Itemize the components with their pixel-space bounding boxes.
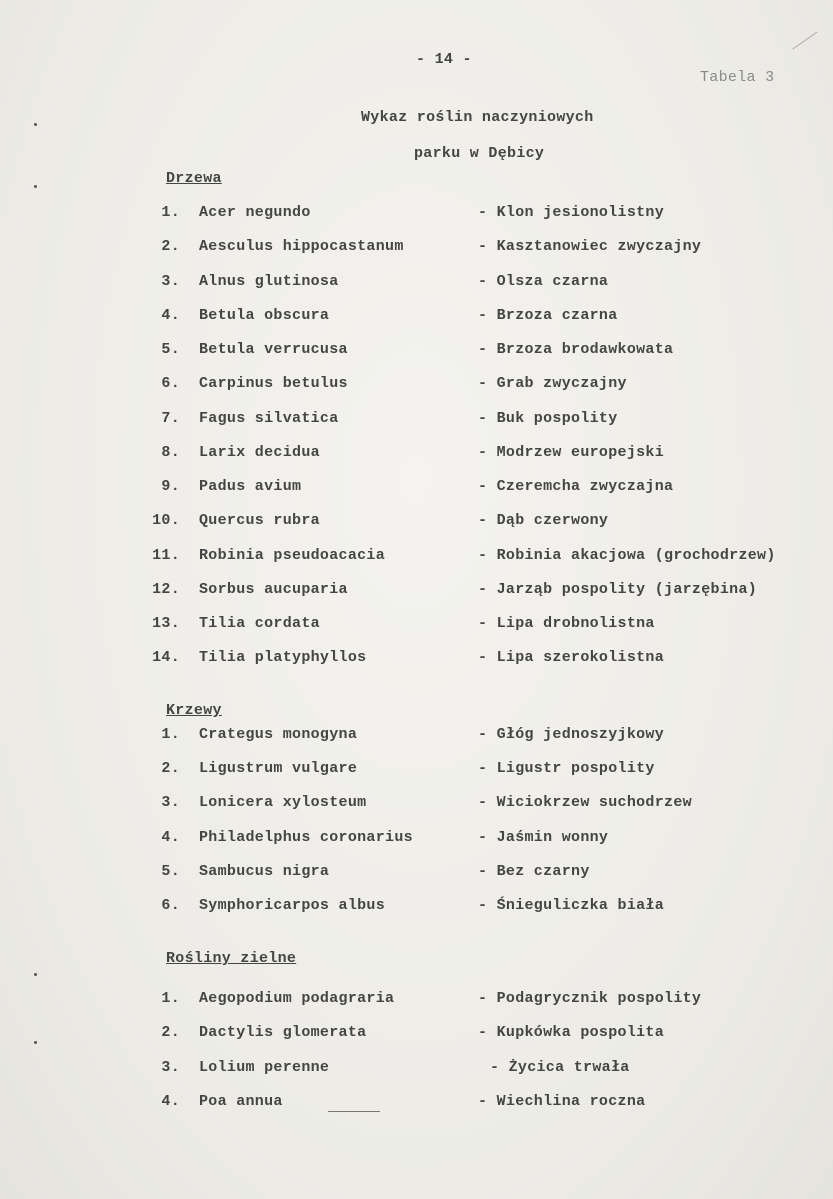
polish-name: - Buk pospolity <box>478 410 618 427</box>
latin-name: Acer negundo <box>199 204 311 221</box>
polish-name: - Śnieguliczka biała <box>478 897 665 914</box>
margin-dot <box>34 1041 37 1044</box>
document-title: Wykaz roślin naczyniowych <box>361 109 594 126</box>
latin-name: Alnus glutinosa <box>199 273 339 290</box>
latin-name: Lonicera xylosteum <box>199 794 367 811</box>
latin-name: Sambucus nigra <box>199 863 330 880</box>
section-heading-drzewa: Drzewa <box>166 170 222 187</box>
polish-name: - Modrzew europejski <box>478 444 665 461</box>
table-label: Tabela 3 <box>700 69 775 86</box>
polish-name: - Czeremcha zwyczajna <box>478 478 674 495</box>
item-number: 10. <box>152 512 180 529</box>
polish-name: - Wiciokrzew suchodrzew <box>478 794 692 811</box>
item-number: 2. <box>161 238 180 255</box>
margin-dot <box>34 973 37 976</box>
latin-name: Fagus silvatica <box>199 410 339 427</box>
polish-name: - Robinia akacjowa (grochodrzew) <box>478 547 776 564</box>
latin-name: Tilia platyphyllos <box>199 649 367 666</box>
latin-name: Crategus monogyna <box>199 726 358 743</box>
item-number: 1. <box>161 726 180 743</box>
item-number: 6. <box>161 897 180 914</box>
latin-name: Padus avium <box>199 478 302 495</box>
ink-smudge <box>328 1111 380 1112</box>
latin-name: Philadelphus coronarius <box>199 829 413 846</box>
polish-name: - Kupkówka pospolita <box>478 1024 665 1041</box>
latin-name: Larix decidua <box>199 444 320 461</box>
item-number: 3. <box>161 273 180 290</box>
polish-name: - Lipa drobnolistna <box>478 615 655 632</box>
item-number: 9. <box>161 478 180 495</box>
polish-name: - Olsza czarna <box>478 273 609 290</box>
polish-name: - Życica trwała <box>490 1059 630 1076</box>
latin-name: Aesculus hippocastanum <box>199 238 404 255</box>
item-number: 6. <box>161 375 180 392</box>
item-number: 7. <box>161 410 180 427</box>
latin-name: Quercus rubra <box>199 512 320 529</box>
latin-name: Aegopodium podagraria <box>199 990 395 1007</box>
latin-name: Poa annua <box>199 1093 283 1110</box>
item-number: 8. <box>161 444 180 461</box>
item-number: 4. <box>161 1093 180 1110</box>
item-number: 5. <box>161 863 180 880</box>
section-heading-krzewy: Krzewy <box>166 702 222 719</box>
polish-name: - Klon jesionolistny <box>478 204 665 221</box>
latin-name: Ligustrum vulgare <box>199 760 358 777</box>
page-number: - 14 - <box>416 51 472 68</box>
margin-dot <box>34 185 37 188</box>
latin-name: Symphoricarpos albus <box>199 897 386 914</box>
polish-name: - Lipa szerokolistna <box>478 649 665 666</box>
latin-name: Betula obscura <box>199 307 330 324</box>
item-number: 4. <box>161 829 180 846</box>
polish-name: - Kasztanowiec zwyczajny <box>478 238 702 255</box>
item-number: 1. <box>161 990 180 1007</box>
polish-name: - Ligustr pospolity <box>478 760 655 777</box>
item-number: 3. <box>161 794 180 811</box>
item-number: 12. <box>152 581 180 598</box>
item-number: 5. <box>161 341 180 358</box>
polish-name: - Brzoza brodawkowata <box>478 341 674 358</box>
item-number: 1. <box>161 204 180 221</box>
polish-name: - Bez czarny <box>478 863 590 880</box>
item-number: 4. <box>161 307 180 324</box>
latin-name: Lolium perenne <box>199 1059 330 1076</box>
latin-name: Sorbus aucuparia <box>199 581 348 598</box>
latin-name: Betula verrucusa <box>199 341 348 358</box>
latin-name: Carpinus betulus <box>199 375 348 392</box>
polish-name: - Jaśmin wonny <box>478 829 609 846</box>
item-number: 13. <box>152 615 180 632</box>
polish-name: - Brzoza czarna <box>478 307 618 324</box>
polish-name: - Jarząb pospolity (jarzębina) <box>478 581 758 598</box>
document-subtitle: parku w Dębicy <box>414 145 545 162</box>
polish-name: - Grab zwyczajny <box>478 375 627 392</box>
latin-name: Dactylis glomerata <box>199 1024 367 1041</box>
section-heading-rosliny-zielne: Rośliny zielne <box>166 950 297 967</box>
polish-name: - Dąb czerwony <box>478 512 609 529</box>
latin-name: Robinia pseudoacacia <box>199 547 386 564</box>
item-number: 11. <box>152 547 180 564</box>
polish-name: - Podagrycznik pospolity <box>478 990 702 1007</box>
item-number: 3. <box>161 1059 180 1076</box>
item-number: 14. <box>152 649 180 666</box>
paper-scratch <box>792 31 817 49</box>
polish-name: - Wiechlina roczna <box>478 1093 646 1110</box>
margin-dot <box>34 123 37 126</box>
item-number: 2. <box>161 760 180 777</box>
polish-name: - Głóg jednoszyjkowy <box>478 726 665 743</box>
latin-name: Tilia cordata <box>199 615 320 632</box>
item-number: 2. <box>161 1024 180 1041</box>
